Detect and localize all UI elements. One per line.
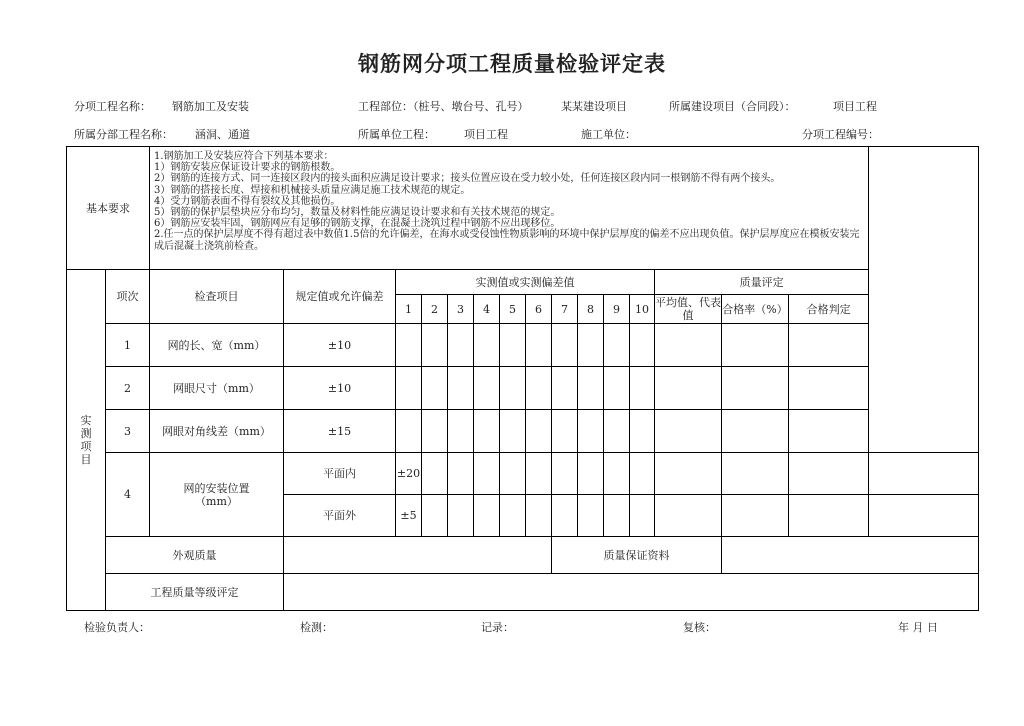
row-item: 网眼尺寸（mm）: [150, 367, 284, 410]
measure-cell[interactable]: [422, 324, 448, 367]
header-pass-rate: 合格率（%）: [722, 295, 789, 324]
measure-cell[interactable]: [578, 324, 604, 367]
requirement-line: 2.任一点的保护层厚度不得有超过表中数值1.5倍的允许偏差，在海水或受侵蚀性物质影响的环境中保护层厚度的偏差不应出现负值。保护层厚度应在模板安装完成后混凝土浇筑前检查。: [154, 229, 860, 252]
average-cell[interactable]: [655, 324, 722, 367]
header-quality: 质量评定: [655, 270, 869, 295]
measure-cell[interactable]: [526, 367, 552, 410]
measure-cell[interactable]: [578, 453, 604, 495]
row-index: 4: [106, 453, 150, 537]
header-index: 项次: [106, 270, 150, 324]
measure-cell[interactable]: [500, 453, 526, 495]
location-value: 某某建设项目: [561, 100, 627, 113]
recorder-label: 记录：: [481, 621, 514, 634]
measure-cell[interactable]: [604, 367, 630, 410]
appearance-label: 外观质量: [106, 537, 284, 574]
pass-rate-cell[interactable]: [722, 410, 789, 453]
average-cell[interactable]: [655, 367, 722, 410]
inspection-table: [66, 146, 979, 611]
measure-cell[interactable]: [552, 495, 578, 537]
header-num: 8: [578, 295, 604, 324]
row-item-unit: （mm）: [195, 494, 238, 508]
pass-rate-cell[interactable]: [722, 367, 789, 410]
verdict-cell[interactable]: [789, 367, 869, 410]
header-tolerance: 规定值或允许偏差: [284, 270, 396, 324]
average-cell[interactable]: [722, 453, 789, 495]
header-item: 检查项目: [150, 270, 284, 324]
requirement-line: 2）钢筋的连接方式、同一连接区段内的接头面积应满足设计要求；接头位置应设在受力较小处，任何连接区段内同一根钢筋不得有两个接头。: [154, 173, 781, 185]
measure-cell[interactable]: [422, 495, 448, 537]
average-cell[interactable]: [655, 410, 722, 453]
grade-value[interactable]: [284, 574, 979, 611]
header-num: 2: [422, 295, 448, 324]
header-num: 10: [630, 295, 655, 324]
table-row: [67, 410, 979, 453]
requirement-line: 1.钢筋加工及安装应符合下列基本要求：: [154, 151, 334, 162]
reviewer-label: 复核：: [683, 621, 716, 634]
row-tolerance: ±5: [396, 495, 422, 537]
basic-requirements-text: [150, 147, 869, 270]
assurance-value[interactable]: [722, 537, 979, 574]
verdict-cell[interactable]: [789, 410, 869, 453]
measured-char: 项: [80, 440, 92, 453]
verdict-cell[interactable]: [789, 324, 869, 367]
division-value: 涵洞、通道: [195, 128, 250, 141]
measure-cell[interactable]: [552, 367, 578, 410]
pass-rate-cell[interactable]: [789, 495, 869, 537]
measure-cell[interactable]: [526, 495, 552, 537]
grade-label: 工程质量等级评定: [106, 574, 284, 611]
measure-cell[interactable]: [604, 453, 630, 495]
measure-cell[interactable]: [500, 367, 526, 410]
measure-cell[interactable]: [526, 324, 552, 367]
measure-cell[interactable]: [526, 410, 552, 453]
measure-cell[interactable]: [448, 324, 474, 367]
assurance-label: 质量保证资料: [552, 537, 722, 574]
row-item: [150, 453, 284, 537]
measure-cell[interactable]: [578, 495, 604, 537]
requirement-line: 4）受力钢筋表面不得有裂纹及其他损伤。: [154, 195, 341, 207]
pass-rate-cell[interactable]: [722, 324, 789, 367]
header-num: 6: [526, 295, 552, 324]
header-average: 平均值、代表值: [655, 296, 721, 322]
measure-cell[interactable]: [396, 324, 422, 367]
measure-cell[interactable]: [448, 367, 474, 410]
table-row: [67, 324, 979, 367]
verdict-cell[interactable]: [869, 453, 979, 495]
header-num: 7: [552, 295, 578, 324]
measure-cell[interactable]: [500, 324, 526, 367]
code-label: 分项工程编号：: [802, 128, 879, 141]
measure-cell[interactable]: [552, 324, 578, 367]
subproject-name-label: 分项工程名称：: [74, 100, 151, 113]
header-verdict: 合格判定: [789, 295, 869, 324]
unit-label: 所属单位工程：: [358, 128, 435, 141]
requirement-line: 6）钢筋应安装牢固，钢筋网应有足够的钢筋支撑，在混凝土浇筑过程中钢筋不应出现移位。: [154, 218, 561, 230]
measure-cell[interactable]: [578, 367, 604, 410]
row-item: 网的长、宽（mm）: [150, 324, 284, 367]
measure-cell[interactable]: [604, 324, 630, 367]
subproject-name-value: 钢筋加工及安装: [172, 100, 249, 113]
measure-cell[interactable]: [422, 367, 448, 410]
page-title: 钢筋网分项工程质量检验评定表: [358, 52, 666, 76]
requirement-line: 5）钢筋的保护层垫块应分布均匀，数量及材料性能应满足设计要求和有关技术规范的规定。: [154, 207, 561, 219]
row-item-name: 网的安装位置: [183, 481, 250, 495]
row-subitem: 平面内: [284, 453, 396, 495]
requirement-line: 3）钢筋的搭接长度、焊接和机械接头质量应满足施工技术规范的规定。: [154, 184, 471, 196]
row-tolerance: ±15: [284, 410, 396, 453]
row-subitem: 平面外: [284, 495, 396, 537]
location-label: 工程部位：（桩号、墩台号、孔号）: [358, 100, 529, 113]
basic-requirements-label: 基本要求: [67, 147, 150, 270]
row-index: 1: [106, 324, 150, 367]
tester-label: 检测：: [300, 621, 333, 634]
measure-cell[interactable]: [552, 453, 578, 495]
appearance-value[interactable]: [284, 537, 552, 574]
contract-label: 所属建设项目（合同段）：: [669, 100, 796, 113]
measure-cell[interactable]: [474, 367, 500, 410]
date-label: 年 月 日: [898, 621, 938, 634]
contractor-label: 施工单位：: [581, 128, 636, 141]
measure-cell[interactable]: [474, 495, 500, 537]
measure-cell[interactable]: [604, 410, 630, 453]
measure-cell[interactable]: [500, 410, 526, 453]
measure-cell[interactable]: [526, 453, 552, 495]
measured-char: 目: [80, 453, 92, 466]
unit-value: 项目工程: [464, 128, 508, 141]
inspector-label: 检验负责人：: [84, 621, 150, 634]
contract-value: 项目工程: [833, 100, 877, 113]
row-tolerance: ±20: [396, 453, 422, 495]
row-index: 2: [106, 367, 150, 410]
row-index: 3: [106, 410, 150, 453]
division-label: 所属分部工程名称：: [74, 128, 173, 141]
row-tolerance: ±10: [284, 324, 396, 367]
measured-items-label: [67, 270, 106, 611]
measure-cell[interactable]: [474, 324, 500, 367]
header-num: 4: [474, 295, 500, 324]
measure-cell[interactable]: [630, 324, 655, 367]
measured-char: 测: [80, 427, 92, 440]
measure-cell[interactable]: [474, 453, 500, 495]
measure-cell[interactable]: [630, 453, 655, 495]
measure-cell[interactable]: [396, 410, 422, 453]
header-num: 3: [448, 295, 474, 324]
measured-char: 实: [80, 414, 92, 427]
row-item: 网眼对角线差（mm）: [150, 410, 284, 453]
measure-cell[interactable]: [655, 453, 722, 495]
measure-cell[interactable]: [604, 495, 630, 537]
requirement-line: 1）钢筋安装应保证设计要求的钢筋根数。: [154, 162, 341, 174]
average-cell[interactable]: [722, 495, 789, 537]
measure-cell[interactable]: [552, 410, 578, 453]
table-row: [67, 453, 979, 495]
measure-cell[interactable]: [630, 367, 655, 410]
measure-cell[interactable]: [422, 410, 448, 453]
header-num: 1: [396, 295, 422, 324]
measure-cell[interactable]: [448, 410, 474, 453]
measure-cell[interactable]: [422, 453, 448, 495]
measure-cell[interactable]: [474, 410, 500, 453]
pass-rate-cell[interactable]: [789, 453, 869, 495]
table-row: [67, 367, 979, 410]
measure-cell[interactable]: [500, 495, 526, 537]
measure-cell[interactable]: [396, 367, 422, 410]
measure-cell[interactable]: [448, 453, 474, 495]
measure-cell[interactable]: [630, 410, 655, 453]
header-measured: 实测值或实测偏差值: [396, 270, 655, 295]
header-num: 5: [500, 295, 526, 324]
measure-cell[interactable]: [578, 410, 604, 453]
measure-cell[interactable]: [630, 495, 655, 537]
row-tolerance: ±10: [284, 367, 396, 410]
measure-cell[interactable]: [448, 495, 474, 537]
header-num: 9: [604, 295, 630, 324]
measure-cell[interactable]: [655, 495, 722, 537]
verdict-cell[interactable]: [869, 495, 979, 537]
